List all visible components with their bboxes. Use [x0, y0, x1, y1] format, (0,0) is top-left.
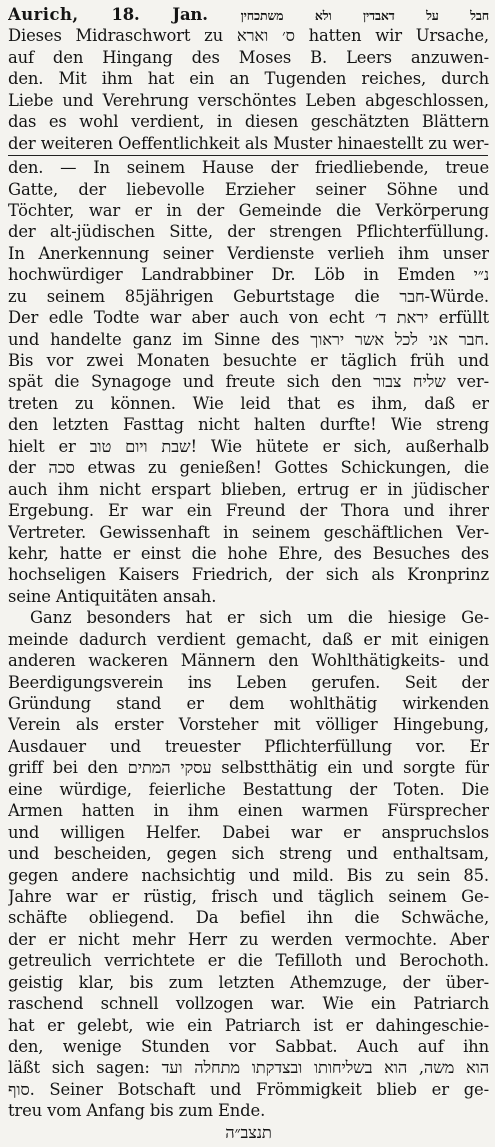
- text-line: geistig klar, bis zum letzten Athemzuge, der über-: [8, 972, 489, 992]
- text-line: der weiteren Oeffentlichkeit als Muster hinaestellt zu wer-: [8, 133, 489, 153]
- text-line: Bis vor zwei Monaten besuchte er täglich früh und: [8, 351, 489, 370]
- text-line: getreulich verrichtete er die Tefilloth und Berochoth.: [8, 951, 489, 971]
- text-line: Ausdauer und treuester Pflichterfüllung vor. Er: [8, 736, 489, 756]
- text-line: Töchter, war er in der Gemeinde die Verkörperung: [8, 200, 489, 220]
- text-line: Verein als erster Vorsteher mit völliger Hingebung,: [8, 715, 489, 735]
- text-line: Jahre war er rüstig, frisch und täglich seinem Ge-: [8, 886, 489, 906]
- text-line: Armen hatten in ihm einen warmen Fürsprecher: [8, 801, 489, 821]
- text-line: meinde dadurch verdient gemacht, daß er mit einigen: [8, 629, 489, 649]
- text-line: der סכה etwas zu genießen! Gottes Schickungen, die: [8, 458, 489, 478]
- text-line: schäfte obliegend. Da befiel ihn die Schwäche,: [8, 908, 489, 928]
- text-line: Ergebung. Er war ein Freund der Thora und ihrer: [8, 501, 489, 521]
- text-line: hat er gelebt, wie ein Patriarch ist er dahingeschie-: [8, 1015, 489, 1035]
- text-line: der er nicht mehr Herr zu werden vermochte. Aber: [8, 929, 489, 949]
- text-line: hochseligen Kaisers Friedrich, der sich als Kronprinz: [8, 565, 489, 585]
- paragraph-character: [8, 157, 489, 607]
- text-line: Gatte, der liebevolle Erzieher seiner Söhne und: [8, 179, 489, 199]
- text-line: griff bei den עסקי המתים selbstthätig ein und sorgte für: [8, 758, 489, 778]
- text-line: gegen andere nachsichtig und mild. Bis zu sein 85.: [8, 865, 489, 885]
- text-line: und bescheiden, gegen sich streng und enthaltsam,: [8, 844, 489, 864]
- text-line: den. Mit ihm hat ein an Tugenden reiches, durch: [8, 69, 489, 89]
- text-line: den, wenige Stunden vor Sabbat. Auch auf ihn: [8, 1037, 489, 1056]
- text-line: Der edle Todte war aber auch von echt יראת ד׳ erfüllt: [8, 308, 489, 328]
- paragraph-intro: [8, 25, 489, 154]
- text-line: zu seinem 85jährigen Geburtstage die חבר-Würde.: [8, 286, 489, 306]
- text-line: anderen wackeren Männern den Wohlthätigkeits- und: [8, 651, 489, 671]
- text-line: den. — In seinem Hause der friedliebende, treue: [8, 158, 489, 178]
- text-line: läßt sich sagen: הוא משה, הוא בשליחותו ובצדקתו מתחלה ועד: [8, 1058, 489, 1078]
- text-line: das es wohl verdient, in diesen geschätzten Blättern: [8, 112, 489, 132]
- text-line: seine Antiquitäten ansah.: [8, 586, 217, 606]
- text-line: auch ihm nicht erspart blieben, ertrug er in jüdischer: [8, 479, 489, 499]
- text-line: hochwürdiger Landrabbiner Dr. Löb in Emden נ״י: [8, 265, 489, 285]
- text-line: Dieses Midraschwort zu ס׳ וארא hatten wir Ursache,: [8, 26, 489, 46]
- text-line: In Anerkennung seiner Verdienste verlieh ihm unser: [8, 243, 489, 263]
- dateline-place: Aurich,: [8, 5, 79, 24]
- text-line: סוף. Seiner Botschaft und Frömmigkeit blieb er ge-: [8, 1079, 489, 1099]
- text-line: Vertreter. Gewissenhaft in seinem geschäftlichen Ver-: [8, 522, 489, 542]
- paragraph-community: [8, 607, 489, 1122]
- dateline-date: 18. Jan.: [111, 5, 208, 24]
- dateline: [8, 4, 489, 25]
- column-rule: [8, 155, 488, 156]
- dateline-hebrew-quote: חבל על דאבדין ולא משתכחין: [240, 8, 489, 23]
- text-line: der alt-jüdischen Sitte, der strengen Pflichterfüllung.: [8, 222, 489, 242]
- text-line: kehr, hatte er einst die hohe Ehre, des Besuches des: [8, 543, 489, 563]
- text-line: Beerdigungsverein ins Leben gerufen. Seit der: [8, 672, 489, 692]
- closing-abbreviation: תנצב״ה: [225, 1122, 272, 1142]
- text-line: und willigen Helfer. Dabei war er anspruchslos: [8, 822, 489, 842]
- text-line: Liebe und Verehrung verschöntes Leben abgeschlossen,: [8, 90, 489, 110]
- text-line: treu vom Anfang bis zum Ende.: [8, 1101, 266, 1121]
- text-line: eine würdige, feierliche Bestattung der Toten. Die: [8, 779, 489, 799]
- text-line: raschend schnell vollzogen war. Wie ein Patriarch: [8, 994, 489, 1014]
- text-line: auf den Hingang des Moses B. Leers anzuwen-: [8, 47, 489, 67]
- text-line: hielt er שבת ויום טוב! Wie hütete er sich, außerhalb: [8, 436, 489, 456]
- text-line: den letzten Fasttag nicht halten durfte! Wie streng: [8, 415, 489, 435]
- text-line: treten zu können. Wie leid that es ihm, daß er: [8, 393, 489, 413]
- text-line: und handelte ganz im Sinne des חבר אני לכל אשר יראוך.: [8, 329, 489, 349]
- text-line: Ganz besonders hat er sich um die hiesige Ge-: [30, 608, 489, 628]
- text-line: spät die Synagoge und freute sich den שליח צבור ver-: [8, 372, 489, 392]
- text-line: Gründung stand er dem wohlthätig wirkenden: [8, 694, 489, 713]
